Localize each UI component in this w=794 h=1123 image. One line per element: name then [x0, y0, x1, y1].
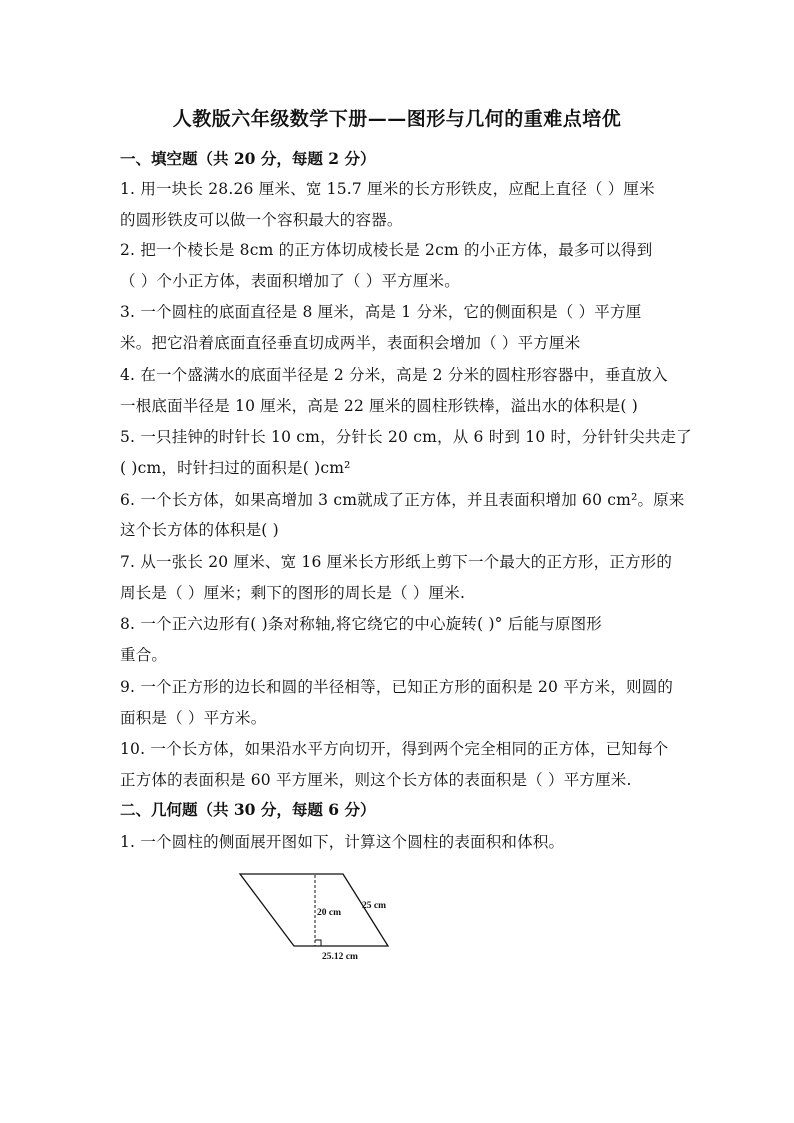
question-4-line-1: 4. 在一个盛满水的底面半径是 2 分米，高是 2 分米的圆柱形容器中，垂直放入 — [120, 366, 668, 384]
geometry-question-1: 1. 一个圆柱的侧面展开图如下，计算这个圆柱的表面积和体积。 — [120, 833, 565, 851]
question-9-line-1: 9. 一个正方形的边长和圆的半径相等，已知正方形的面积是 20 平方米，则圆的 — [120, 678, 674, 696]
question-6-line-2: 这个长方体的体积是( ) — [120, 521, 279, 539]
section-heading-fill-in: 一、填空题（共 20 分，每题 2 分） — [120, 149, 376, 168]
base-label: 25.12 cm — [322, 952, 358, 962]
question-5-line-1: 5. 一只挂钟的时针长 10 cm，分针长 20 cm，从 6 时到 10 时，分针针尖共走了 — [120, 428, 692, 446]
question-10-line-1: 10. 一个长方体，如果沿水平方向切开，得到两个完全相同的正方体，已知每个 — [120, 740, 669, 758]
question-8-line-1: 8. 一个正六边形有( )条对称轴,将它绕它的中心旋转( )° 后能与原图形 — [120, 615, 602, 633]
question-2-line-1: 2. 把一个棱长是 8cm 的正方体切成棱长是 2cm 的小正方体，最多可以得到 — [120, 241, 653, 259]
height-label: 20 cm — [317, 908, 342, 918]
question-7-line-2: 周长是（ ）厘米；剩下的图形的周长是（ ）厘米. — [120, 584, 466, 602]
question-8-line-2: 重合。 — [120, 646, 168, 664]
question-4-line-2: 一根底面半径是 10 厘米，高是 22 厘米的圆柱形铁棒，溢出水的体积是( ) — [120, 397, 638, 415]
question-5-line-2: ( )cm，时针扫过的面积是( )cm² — [120, 459, 351, 477]
section-heading-geometry: 二、几何题（共 30 分，每题 6 分） — [120, 800, 376, 819]
question-7-line-1: 7. 从一张长 20 厘米、宽 16 厘米长方形纸上剪下一个最大的正方形，正方形的 — [120, 553, 673, 571]
question-1-line-2: 的圆形铁皮可以做一个容积最大的容器。 — [120, 211, 403, 229]
parallelogram-diagram — [228, 862, 408, 966]
question-10-line-2: 正方体的表面积是 60 平方厘米，则这个长方体的表面积是（ ）平方厘米. — [120, 771, 632, 789]
question-2-line-2: （ ）个小正方体，表面积增加了（ ）平方厘米。 — [120, 272, 460, 290]
question-6-line-1: 6. 一个长方体，如果高增加 3 cm就成了正方体，并且表面积增加 60 cm²。原来 — [120, 491, 685, 509]
question-3-line-2: 米。把它沿着底面直径垂直切成两半，表面积会增加（ ）平方厘米 — [120, 334, 581, 352]
right-angle-mark — [315, 940, 321, 946]
side-label: 25 cm — [362, 901, 387, 911]
question-1-line-1: 1. 用一块长 28.26 厘米、宽 15.7 厘米的长方形铁皮，应配上直径（ ）厘米 — [120, 180, 655, 198]
question-9-line-2: 面积是（ ）平方米。 — [120, 709, 267, 727]
document-title: 人教版六年级数学下册——图形与几何的重难点培优 — [172, 108, 622, 130]
question-3-line-1: 3. 一个圆柱的底面直径是 8 厘米，高是 1 分米，它的侧面积是（ ）平方厘 — [120, 303, 642, 321]
cylinder-lateral-unfolding-figure — [228, 862, 408, 966]
